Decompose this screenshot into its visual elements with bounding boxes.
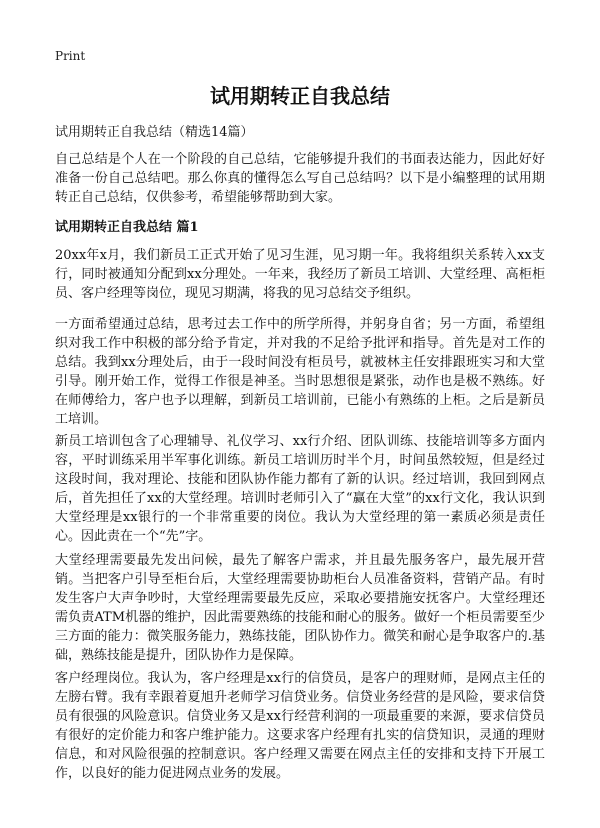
page-title: 试用期转正自我总结 xyxy=(210,84,390,108)
body-paragraph-1: 20xx年x月，我们新员工正式开始了见习生涯，见习期一年。我将组织关系转入xx支行，同时被通知分配到xx分理处。一年来，我经历了新员工培训、大堂经理、高柜柜员、客户经理等岗位，现见习期满，将我的见习总结交予组织。 xyxy=(55,248,545,301)
subtitle: 试用期转正自我总结（精选14篇） xyxy=(55,125,254,140)
body-paragraph-3: 新员工培训包含了心理辅导、礼仪学习、xx行介绍、团队训练、技能培训等多方面内容，平时训练采用半军事化训练。新员工培训历时半个月，时间虽然较短，但是经过这段时间，我对理论、技能和团队协作能力都有了新的认识。经过培训，我回到网点后，首先担任了xx的大堂经理。培训时老师引入了“赢在大堂”的xx行文化，我认识到大堂经理是xx银行的一个非常重要的岗位。我认为大堂经理的第一素质必须是责任心。因此责在一个“先”字。 xyxy=(55,434,545,544)
section-heading: 试用期转正自我总结 篇1 xyxy=(55,220,199,235)
intro-paragraph: 自己总结是个人在一个阶段的自己总结，它能够提升我们的书面表达能力，因此好好准备一份自己总结吧。那么你真的懂得怎么写自己总结吗？以下是小编整理的试用期转正自己总结，仅供参考，希望能够帮助到大家。 xyxy=(55,152,545,205)
body-paragraph-5: 客户经理岗位。我认为，客户经理是xx行的信贷员，是客户的理财师，是网点主任的左膀右臂。我有幸跟着夏旭升老师学习信贷业务。信贷业务经营的是风险，要求信贷员有很强的风险意识。信贷业务又是xx行经营利润的一项最重要的来源，要求信贷员有很好的定价能力和客户维护能力。这要求客户经理有扎实的信贷知识，灵通的理财信息，和对风险很强的控制意识。客户经理又需要在网点主任的安排和支持下开展工作，以良好的能力促进网点业务的发展。 xyxy=(55,671,545,781)
body-paragraph-4: 大堂经理需要最先发出问候，最先了解客户需求，并且最先服务客户，最先展开营销。当把客户引导至柜台后，大堂经理需要协助柜台人员准备资料，营销产品。有时发生客户大声争吵时，大堂经理需要最先反应，采取必要措施安抚客户。大堂经理还需负责ATM机器的维护，因此需要熟练的技能和耐心的服务。做好一个柜员需要至少三方面的能力：微笑服务能力，熟练技能，团队协作力。微笑和耐心是争取客户的.基础，熟练技能是提升，团队协作力是保障。 xyxy=(55,553,545,663)
print-label: Print xyxy=(55,49,86,63)
body-paragraph-2: 一方面希望通过总结，思考过去工作中的所学所得，并躬身自省；另一方面，希望组织对我工作中积极的部分给予肯定，并对我的不足给予批评和指导。首先是对工作的总结。我到xx分理处后，由于一段时间没有柜员号，就被林主任安排跟班实习和大堂引导。刚开始工作，觉得工作很是神圣。当时思想很是紧张，动作也是极不熟练。好在师傅给力，客户也予以理解，到新员工培训前，已能小有熟练的上柜。之后是新员工培训。 xyxy=(55,317,545,427)
